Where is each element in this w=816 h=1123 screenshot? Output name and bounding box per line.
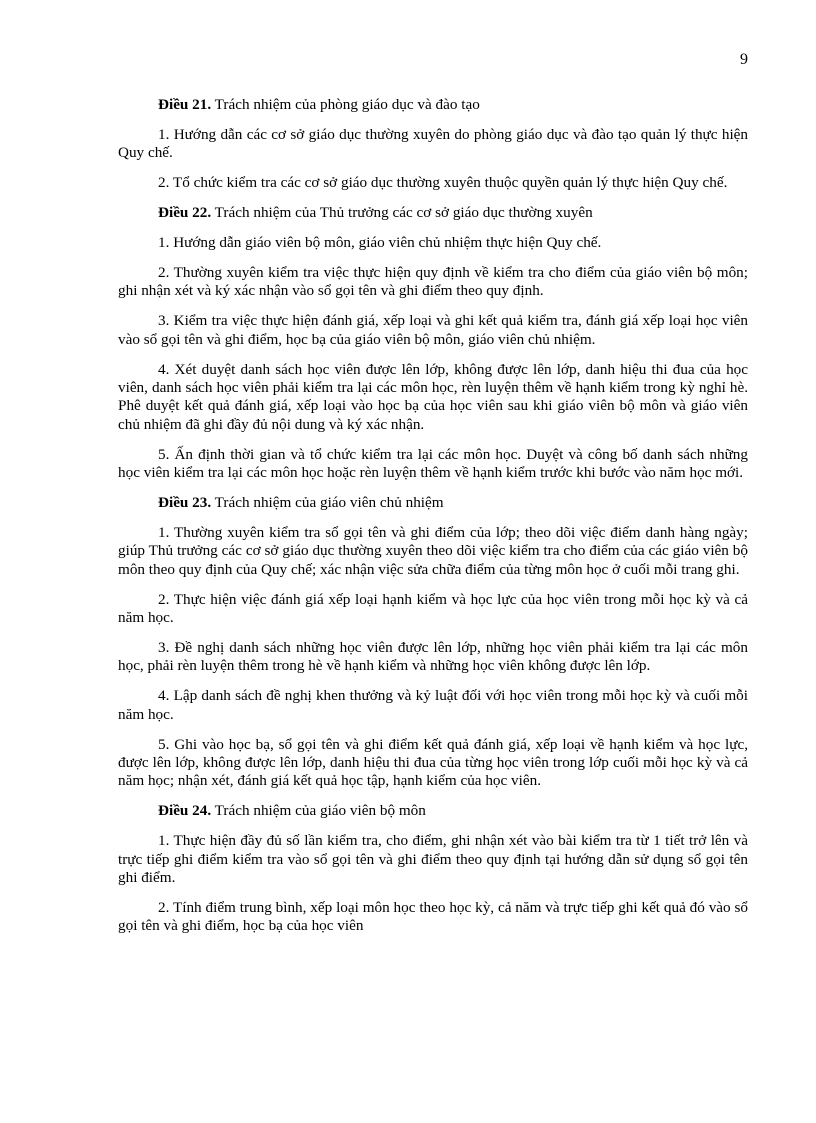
paragraph: 4. Xét duyệt danh sách học viên được lên lớp, không được lên lớp, danh hiệu thi đua của học viên, danh sách học viên phải kiểm tra lại các môn học, rèn luyện thêm về hạnh kiểm trong kỳ nghỉ hè. Phê duyệt kết quả đánh giá, xếp loại vào học bạ của học viên sau khi giáo viên bộ môn và giáo viên chủ nhiệm đã ghi đầy đủ nội dung và ký xác nhận. <box>118 360 748 433</box>
section-dieu-22 <box>118 204 748 482</box>
article-heading <box>118 494 748 512</box>
article-heading <box>118 96 748 114</box>
article-title: Trách nhiệm của giáo viên bộ môn <box>211 802 426 820</box>
section-dieu-21 <box>118 96 748 193</box>
page-number: 9 <box>740 51 748 68</box>
paragraph: 5. Ấn định thời gian và tổ chức kiểm tra lại các môn học. Duyệt và công bố danh sách những học viên kiểm tra lại các môn học hoặc rèn luyện thêm về hạnh kiểm trước khi bước vào năm học mới. <box>118 445 748 482</box>
paragraph: 4. Lập danh sách đề nghị khen thưởng và kỷ luật đối với học viên trong mỗi học kỳ và cuối mỗi năm học. <box>118 687 748 723</box>
section-dieu-24 <box>118 802 748 935</box>
paragraph: 3. Kiểm tra việc thực hiện đánh giá, xếp loại và ghi kết quả kiểm tra, đánh giá xếp loại học viên vào sổ gọi tên và ghi điểm, học bạ của giáo viên bộ môn, giáo viên chủ nhiệm. <box>118 312 748 348</box>
article-title: Trách nhiệm của phòng giáo dục và đào tạo <box>211 96 480 113</box>
article-number: Điều 24. <box>158 802 212 820</box>
paragraph: 1. Thực hiện đầy đủ số lần kiểm tra, cho điểm, ghi nhận xét vào bài kiểm tra từ 1 tiết trở lên và trực tiếp ghi điểm kiểm tra vào sổ gọi tên và ghi điểm theo quy định tại hướng dẫn sử dụng sổ gọi tên ghi điểm. <box>118 832 748 886</box>
document-body <box>118 96 748 947</box>
section-dieu-23 <box>118 494 748 791</box>
article-number: Điều 21. <box>158 96 212 113</box>
article-number: Điều 22. <box>158 204 212 222</box>
article-title: Trách nhiệm của Thủ trưởng các cơ sở giáo dục thường xuyên <box>211 204 593 222</box>
paragraph: 1. Hướng dẫn giáo viên bộ môn, giáo viên chủ nhiệm thực hiện Quy chế. <box>158 234 602 252</box>
paragraph: 2. Thực hiện việc đánh giá xếp loại hạnh kiểm và học lực của học viên trong mỗi học kỳ và cả năm học. <box>118 590 748 627</box>
paragraph: 2. Tổ chức kiểm tra các cơ sở giáo dục thường xuyên thuộc quyền quản lý thực hiện Quy chế. <box>158 174 728 192</box>
article-heading <box>118 802 748 820</box>
article-number: Điều 23. <box>158 494 212 511</box>
article-title: Trách nhiệm của giáo viên chủ nhiệm <box>211 494 444 511</box>
paragraph: 3. Đề nghị danh sách những học viên được lên lớp, những học viên phải kiểm tra lại các môn học, phải rèn luyện thêm trong hè về hạnh kiểm và những học viên không được lên lớp. <box>118 638 748 675</box>
paragraph: 1. Thường xuyên kiểm tra sổ gọi tên và ghi điểm của lớp; theo dõi việc điểm danh hàng ngày; giúp Thủ trưởng các cơ sở giáo dục thường xuyên theo dõi việc kiểm tra cho điểm của các giáo viên bộ môn theo quy định của Quy chế; xác nhận việc sửa chữa điểm của từng môn học ở cuối mỗi trang ghi. <box>118 523 748 578</box>
paragraph: 5. Ghi vào học bạ, sổ gọi tên và ghi điểm kết quả đánh giá, xếp loại về hạnh kiểm và học lực, được lên lớp, không được lên lớp, danh hiệu thi đua của từng học viên trong lớp cuối mỗi học kỳ và cả năm học; nhận xét, đánh giá kết quả học tập, hạnh kiểm của học viên. <box>118 735 748 790</box>
article-heading <box>118 204 748 222</box>
paragraph: 1. Hướng dẫn các cơ sở giáo dục thường xuyên do phòng giáo dục và đào tạo quản lý thực hiện Quy chế. <box>118 125 748 162</box>
paragraph: 2. Tính điểm trung bình, xếp loại môn học theo học kỳ, cả năm và trực tiếp ghi kết quả đó vào sổ gọi tên và ghi điểm, học bạ của học viên <box>118 898 748 935</box>
paragraph: 2. Thường xuyên kiểm tra việc thực hiện quy định về kiểm tra cho điểm của giáo viên bộ môn; ghi nhận xét và ký xác nhận vào sổ gọi tên và ghi điểm theo quy định. <box>118 263 748 300</box>
